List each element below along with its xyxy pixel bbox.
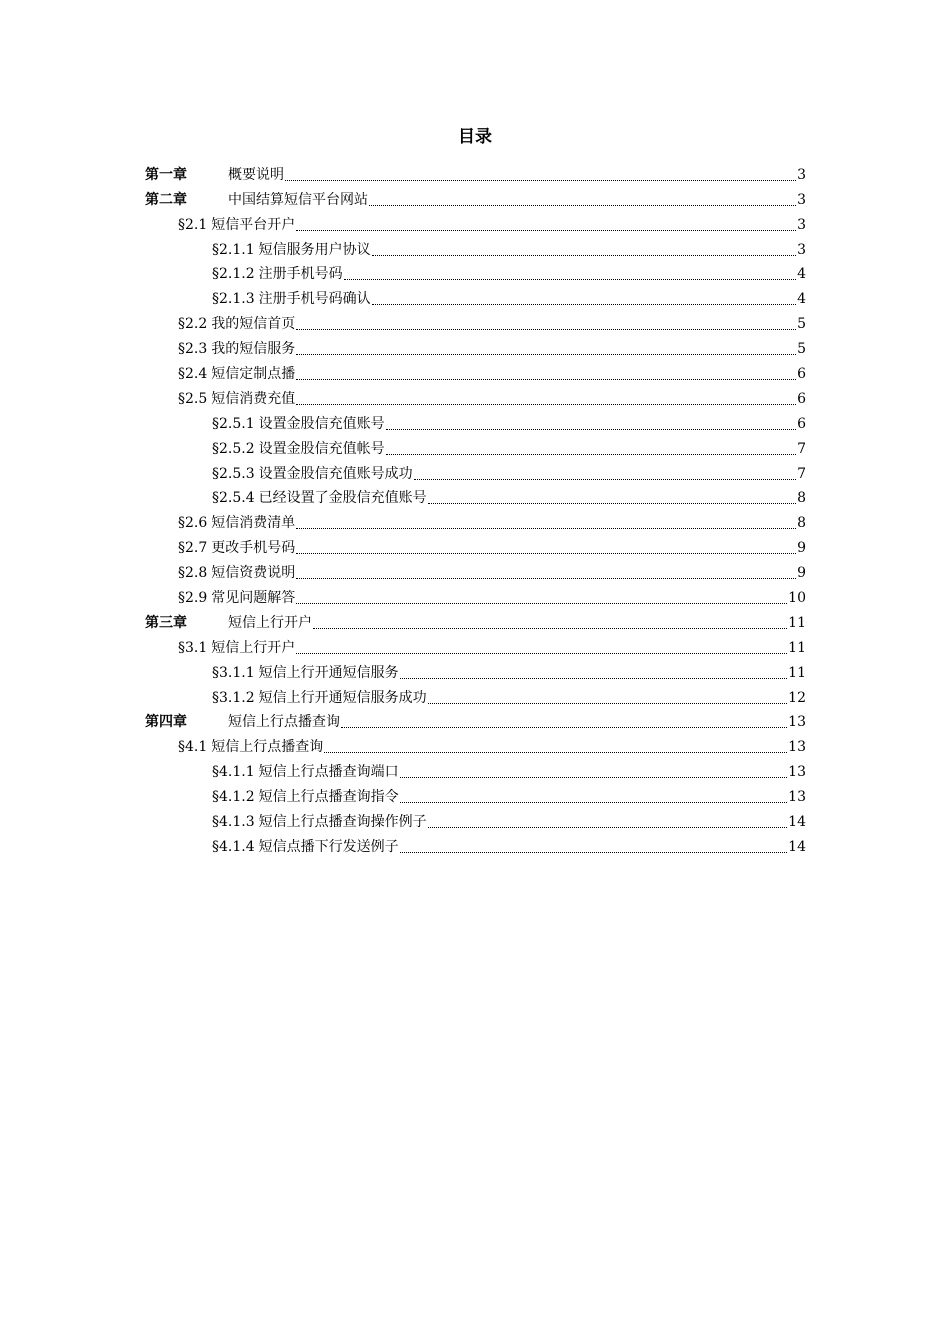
- toc-entry[interactable]: [145, 485, 806, 510]
- toc-entry-number: §2.5.3: [212, 465, 255, 482]
- toc-entry[interactable]: [145, 559, 806, 584]
- dot-leader: [296, 549, 796, 554]
- dot-leader: [372, 300, 796, 305]
- toc-entry[interactable]: [145, 360, 806, 385]
- toc-entry-number: §2.1.1: [212, 241, 255, 258]
- toc-entry-page-number: 3: [797, 191, 806, 208]
- toc-entry-number: §4.1: [178, 739, 208, 756]
- dot-leader: [296, 400, 796, 405]
- toc-entry-title: 短信消费清单: [211, 515, 296, 532]
- toc-entry-page-number: 13: [788, 739, 806, 756]
- dot-leader: [400, 674, 788, 679]
- toc-entry[interactable]: [145, 310, 806, 335]
- toc-entry-page-number: 6: [797, 366, 806, 383]
- toc-entry[interactable]: [145, 534, 806, 559]
- dot-leader: [296, 574, 796, 579]
- dot-leader: [296, 524, 796, 529]
- toc-entry-title: 短信上行开通短信服务: [258, 664, 399, 681]
- dot-leader: [296, 649, 787, 654]
- toc-entry-page-number: 10: [788, 590, 806, 607]
- toc-entry-number: §2.4: [178, 366, 208, 383]
- toc-entry-page-number: 9: [797, 540, 806, 557]
- toc-entry-title: 已经设置了金股信充值账号: [258, 490, 427, 507]
- dot-leader: [344, 275, 796, 280]
- dot-leader: [296, 226, 796, 231]
- toc-entry-title: 我的短信首页: [211, 316, 296, 333]
- toc-entry-page-number: 13: [788, 789, 806, 806]
- toc-title: 目录: [458, 127, 492, 147]
- toc-entry-page-number: 12: [788, 689, 806, 706]
- toc-entry-title: 我的短信服务: [211, 341, 296, 358]
- toc-entry[interactable]: [145, 236, 806, 261]
- toc-entry[interactable]: [145, 684, 806, 709]
- dot-leader: [400, 798, 788, 803]
- toc-entry-title: 短信上行点播查询操作例子: [258, 814, 427, 831]
- toc-entry-page-number: 11: [788, 614, 806, 631]
- toc-entry-title: 短信服务用户协议: [258, 241, 371, 258]
- toc-entry-title: 短信上行点播查询指令: [258, 789, 399, 806]
- dot-leader: [313, 624, 787, 629]
- toc-entry[interactable]: [145, 385, 806, 410]
- toc-entry-title: 短信消费充值: [211, 390, 296, 407]
- toc-entry[interactable]: [145, 261, 806, 286]
- dot-leader: [285, 176, 796, 181]
- toc-entry-page-number: 3: [797, 241, 806, 258]
- toc-entry-page-number: 13: [788, 714, 806, 731]
- toc-entry-number: §2.1.2: [212, 266, 255, 283]
- toc-entry-page-number: 14: [788, 814, 806, 831]
- toc-entry[interactable]: [145, 709, 806, 734]
- toc-entry[interactable]: [145, 285, 806, 310]
- dot-leader: [369, 201, 796, 206]
- toc-entry[interactable]: [145, 186, 806, 211]
- toc-entry-page-number: 6: [797, 415, 806, 432]
- toc-entry-number: 第三章: [145, 614, 187, 631]
- toc-entry-number: §2.2: [178, 316, 208, 333]
- toc-entry-number: §2.1.3: [212, 291, 255, 308]
- toc-entry-number: §2.6: [178, 515, 208, 532]
- toc-entry[interactable]: [145, 609, 806, 634]
- toc-entry-page-number: 14: [788, 838, 806, 855]
- dot-leader: [296, 375, 796, 380]
- toc-entry-title: 设置金股信充值账号成功: [258, 465, 413, 482]
- toc-entry[interactable]: [145, 211, 806, 236]
- toc-entry[interactable]: [145, 659, 806, 684]
- toc-entry-title: 概要说明: [228, 166, 284, 183]
- toc-entry-number: §2.5.2: [212, 440, 255, 457]
- toc-entry[interactable]: [145, 435, 806, 460]
- table-of-contents: [145, 161, 806, 858]
- toc-entry-number: §4.1.3: [212, 814, 255, 831]
- toc-entry-page-number: 4: [797, 266, 806, 283]
- dot-leader: [341, 723, 787, 728]
- toc-entry-title: 中国结算短信平台网站: [228, 191, 368, 208]
- toc-entry-title: 短信上行开户: [211, 639, 296, 656]
- toc-entry-page-number: 7: [797, 440, 806, 457]
- toc-entry-page-number: 8: [797, 515, 806, 532]
- toc-entry[interactable]: [145, 783, 806, 808]
- toc-entry-page-number: 9: [797, 565, 806, 582]
- dot-leader: [414, 475, 796, 480]
- toc-entry-number: §2.3: [178, 341, 208, 358]
- toc-entry-title: 短信上行点播查询: [211, 739, 324, 756]
- toc-entry[interactable]: [145, 634, 806, 659]
- toc-entry[interactable]: [145, 808, 806, 833]
- toc-entry-number: §2.8: [178, 565, 208, 582]
- toc-entry-page-number: 3: [797, 166, 806, 183]
- toc-entry-page-number: 3: [797, 216, 806, 233]
- toc-entry-number: §3.1.2: [212, 689, 255, 706]
- toc-entry-number: §4.1.1: [212, 764, 255, 781]
- toc-entry-title: 短信平台开户: [211, 216, 296, 233]
- toc-entry-number: §2.9: [178, 590, 208, 607]
- toc-entry[interactable]: [145, 584, 806, 609]
- toc-entry-title: 更改手机号码: [211, 540, 296, 557]
- toc-entry-number: 第四章: [145, 714, 187, 731]
- toc-entry-title: 短信点播下行发送例子: [258, 838, 399, 855]
- toc-entry-page-number: 13: [788, 764, 806, 781]
- toc-entry-number: §4.1.2: [212, 789, 255, 806]
- dot-leader: [372, 251, 796, 256]
- toc-entry-title: 短信上行开户: [228, 614, 312, 631]
- toc-entry[interactable]: [145, 335, 806, 360]
- dot-leader: [296, 599, 787, 604]
- dot-leader: [386, 425, 796, 430]
- toc-entry-page-number: 7: [797, 465, 806, 482]
- toc-entry[interactable]: [145, 833, 806, 858]
- toc-entry-page-number: 4: [797, 291, 806, 308]
- toc-entry-number: §3.1.1: [212, 664, 255, 681]
- dot-leader: [428, 699, 788, 704]
- toc-entry-number: 第二章: [145, 191, 187, 208]
- toc-entry-title: 设置金股信充值帐号: [258, 440, 385, 457]
- toc-entry-number: §2.5.4: [212, 490, 255, 507]
- toc-entry[interactable]: [145, 460, 806, 485]
- toc-entry-title: 注册手机号码: [258, 266, 343, 283]
- toc-entry-title: 常见问题解答: [211, 590, 296, 607]
- toc-entry[interactable]: [145, 161, 806, 186]
- dot-leader: [400, 848, 788, 853]
- toc-entry[interactable]: [145, 733, 806, 758]
- toc-entry-page-number: 6: [797, 390, 806, 407]
- toc-entry[interactable]: [145, 758, 806, 783]
- toc-entry-title: 短信定制点播: [211, 366, 296, 383]
- dot-leader: [296, 350, 796, 355]
- dot-leader: [428, 499, 796, 504]
- toc-entry-title: 注册手机号码确认: [258, 291, 371, 308]
- toc-entry-page-number: 11: [788, 664, 806, 681]
- toc-entry-title: 短信上行点播查询: [228, 714, 340, 731]
- toc-entry-page-number: 8: [797, 490, 806, 507]
- toc-entry-number: §2.5.1: [212, 415, 255, 432]
- toc-entry-number: 第一章: [145, 166, 187, 183]
- toc-entry[interactable]: [145, 509, 806, 534]
- toc-entry[interactable]: [145, 410, 806, 435]
- toc-entry-title: 设置金股信充值账号: [258, 415, 385, 432]
- toc-entry-number: §3.1: [178, 639, 208, 656]
- toc-entry-title: 短信上行点播查询端口: [258, 764, 399, 781]
- toc-entry-number: §2.7: [178, 540, 208, 557]
- toc-entry-number: §2.5: [178, 390, 208, 407]
- dot-leader: [324, 748, 787, 753]
- toc-entry-number: §4.1.4: [212, 838, 255, 855]
- toc-entry-title: 短信上行开通短信服务成功: [258, 689, 427, 706]
- dot-leader: [296, 325, 796, 330]
- toc-entry-page-number: 5: [797, 341, 806, 358]
- toc-entry-page-number: 5: [797, 316, 806, 333]
- dot-leader: [400, 773, 788, 778]
- toc-entry-number: §2.1: [178, 216, 208, 233]
- dot-leader: [428, 823, 788, 828]
- toc-entry-title: 短信资费说明: [211, 565, 296, 582]
- toc-entry-page-number: 11: [788, 639, 806, 656]
- dot-leader: [386, 450, 796, 455]
